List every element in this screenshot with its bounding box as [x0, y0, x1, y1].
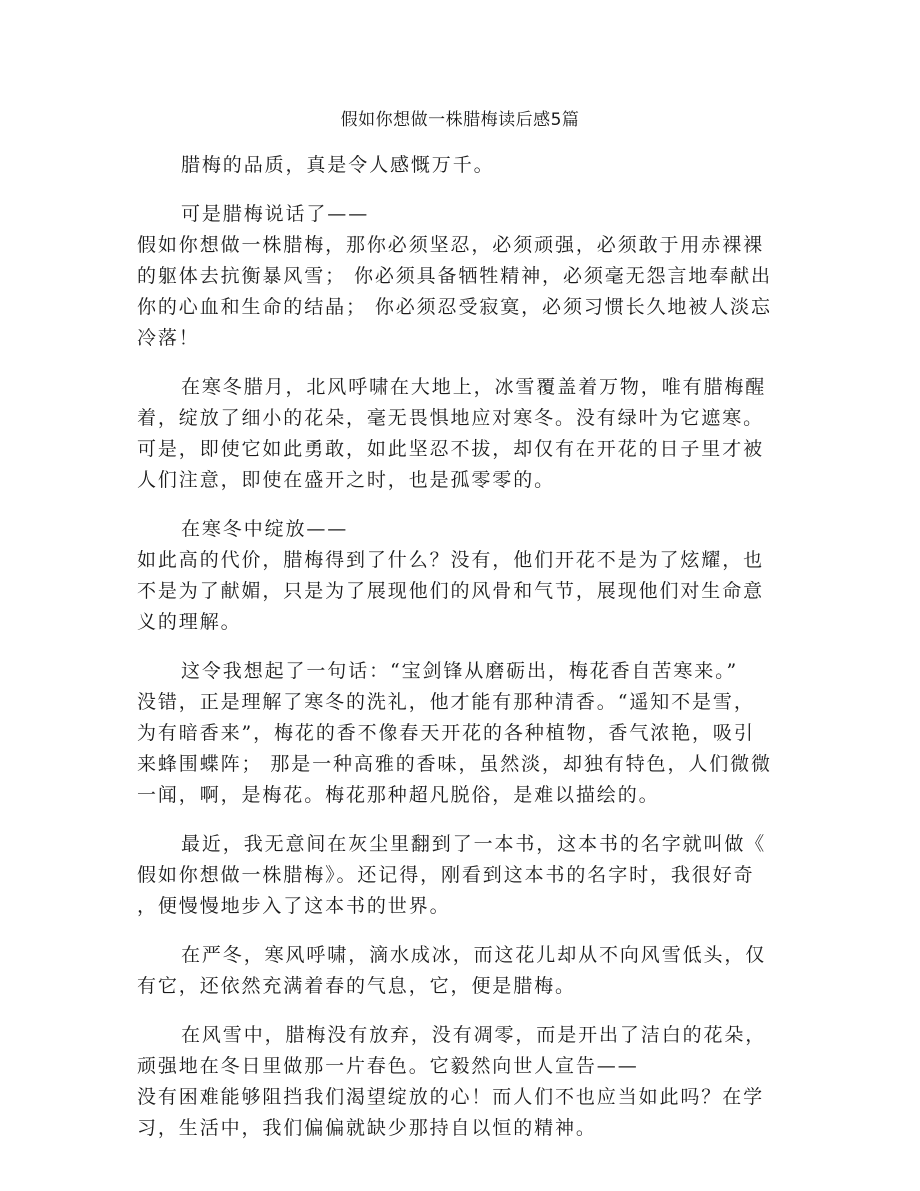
text-line: 顽强地在冬日里做那一片春色。它毅然向世人宣告——	[137, 1055, 639, 1077]
paragraph	[137, 1020, 785, 1144]
paragraph	[137, 372, 785, 496]
text-line: 假如你想做一株腊梅》。还记得，刚看到这本书的名字时，我很好奇	[137, 864, 755, 886]
text-line: 不是为了献媚，只是为了展现他们的风骨和气节，展现他们对生命意	[137, 580, 765, 602]
text-line: 来蜂围蝶阵； 那是一种高雅的香味，虽然淡，却独有特色，人们微微	[137, 753, 772, 775]
text-line: 人们注意，即使在盛开之时，也是孤零零的。	[137, 469, 556, 491]
text-line: 假如你想做一株腊梅，那你必须坚忍，必须顽强，必须敢于用赤裸裸	[137, 234, 765, 256]
document-title: 假如你想做一株腊梅读后感5篇	[340, 110, 580, 130]
text-line: 腊梅的品质，真是令人感慨万千。	[181, 154, 495, 176]
text-line: 在严冬，寒风呼啸，滴水成冰，而这花儿却从不向风雪低头，仅	[181, 944, 767, 966]
text-line: 习，生活中，我们偏偏就缺少那持自以恒的精神。	[137, 1117, 597, 1139]
text-line: 着，绽放了细小的花朵，毫无畏惧地应对寒冬。没有绿叶为它遮寒。	[137, 407, 765, 429]
text-line: 可是，即使它如此勇敢，如此坚忍不拔，却仅有在开花的日子里才被	[137, 438, 765, 460]
document-body	[137, 150, 785, 1162]
text-line: 在风雪中，腊梅没有放弃，没有凋零，而是开出了洁白的花朵，	[181, 1024, 767, 1046]
text-line: 为有暗香来”，梅花的香不像春天开花的各种植物，香气浓艳，吸引	[137, 722, 755, 744]
text-line: 如此高的代价，腊梅得到了什么？没有，他们开花不是为了炫耀，也	[137, 549, 765, 571]
text-line: 没错，正是理解了寒冬的洗礼，他才能有那种清香。“遥知不是雪，	[137, 691, 755, 713]
text-line: 最近，我无意间在灰尘里翻到了一本书，这本书的名字就叫做《	[181, 833, 767, 855]
paragraph	[137, 514, 785, 638]
text-line: ，便慢慢地步入了这本书的世界。	[137, 895, 451, 917]
text-line: 的躯体去抗衡暴风雪； 你必须具备牺牲精神，必须毫无怨言地奉献出	[137, 265, 772, 287]
paragraph	[137, 199, 785, 354]
paragraph	[137, 829, 785, 922]
text-line: 在寒冬中绽放——	[181, 518, 349, 540]
text-line: 一闻，啊，是梅花。梅花那种超凡脱俗，是难以描绘的。	[137, 784, 660, 806]
paragraph	[137, 940, 785, 1002]
text-line: 没有困难能够阻挡我们渴望绽放的心！而人们不也应当如此吗？在学	[137, 1086, 765, 1108]
text-line: 这令我想起了一句话：“宝剑锋从磨砺出，梅花香自苦寒来。”	[181, 660, 739, 682]
text-line: 你的心血和生命的结晶； 你必须忍受寂寞，必须习惯长久地被人淡忘	[137, 296, 772, 318]
text-line: 可是腊梅说话了——	[181, 203, 370, 225]
paragraph	[137, 150, 785, 181]
text-line: 在寒冬腊月，北风呼啸在大地上，冰雪覆盖着万物，唯有腊梅醒	[181, 376, 767, 398]
text-line: 冷落！	[137, 327, 200, 349]
paragraph	[137, 656, 785, 811]
text-line: 义的理解。	[137, 611, 242, 633]
text-line: 有它，还依然充满着春的气息，它，便是腊梅。	[137, 975, 576, 997]
